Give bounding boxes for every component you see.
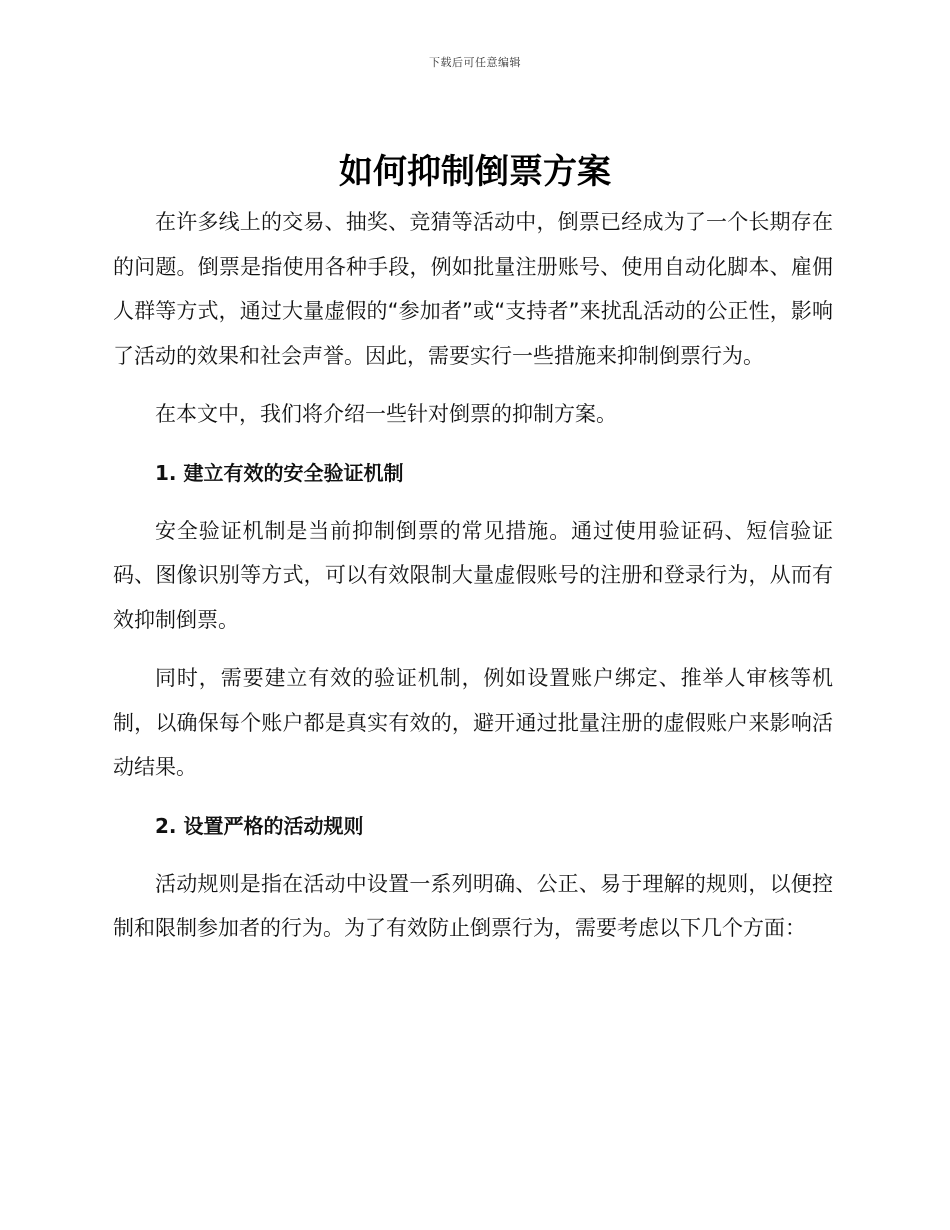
page-title: 如何抑制倒票方案 <box>339 152 611 192</box>
section-1-paragraph-1: 安全验证机制是当前抑制倒票的常见措施。通过使用验证码、短信验证码、图像识别等方式，可以有效限制大量虚假账号的注册和登录行为，从而有效抑制倒票。 <box>113 518 833 632</box>
overview-paragraph: 在本文中，我们将介绍一些针对倒票的抑制方案。 <box>155 402 617 426</box>
document-body <box>113 200 833 965</box>
section-2-paragraph-1: 活动规则是指在活动中设置一系列明确、公正、易于理解的规则，以便控制和限制参加者的行为。为了有效防止倒票行为，需要考虑以下几个方面： <box>113 871 833 940</box>
section-heading-2: 2. 设置严格的活动规则 <box>155 813 364 838</box>
section-1-paragraph-2: 同时，需要建立有效的验证机制，例如设置账户绑定、推举人审核等机制，以确保每个账户都是真实有效的，避开通过批量注册的虚假账户来影响活动结果。 <box>113 666 833 779</box>
intro-paragraph: 在许多线上的交易、抽奖、竞猜等活动中，倒票已经成为了一个长期存在的问题。倒票是指使用各种手段，例如批量注册账号、使用自动化脚本、雇佣人群等方式，通过大量虚假的“参加者”或“支持者”来扰乱活动的公正性，影响了活动的效果和社会声誉。因此，需要实行一些措施来抑制倒票行为。 <box>113 210 833 368</box>
section-heading-1: 1. 建立有效的安全验证机制 <box>155 460 404 485</box>
header-note: 下载后可任意编辑 <box>429 56 521 69</box>
